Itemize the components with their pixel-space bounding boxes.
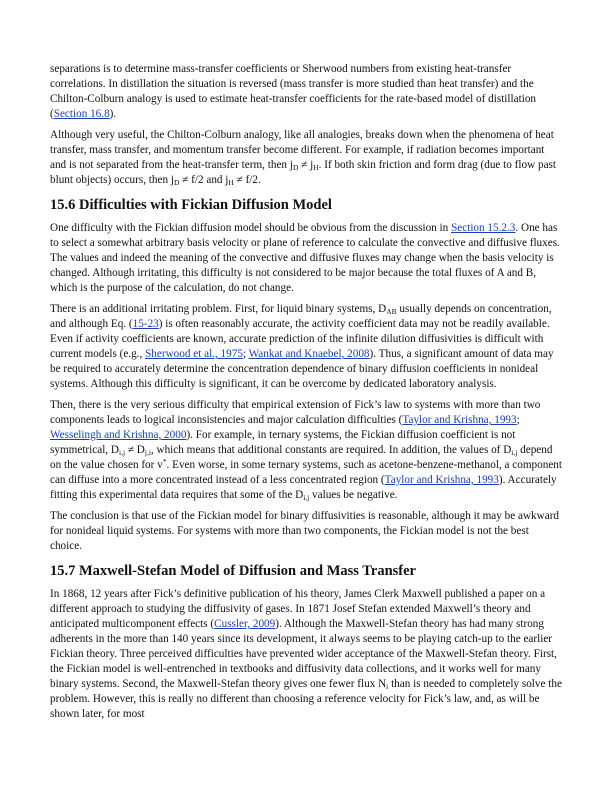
link-taylor-krishna-1993[interactable]: Taylor and Krishna, 1993 bbox=[402, 414, 517, 426]
text: depend on the value chosen for v bbox=[50, 444, 553, 471]
subscript: i bbox=[386, 682, 389, 691]
paragraph-multicomponent bbox=[50, 398, 562, 503]
paragraph-basis-velocity bbox=[50, 221, 562, 296]
subscript: H bbox=[228, 178, 234, 187]
text: ≠ f/2 and j bbox=[179, 174, 229, 186]
text: ). Although the Maxwell-Stefan theory has had many strong adherents in the more than 140 years since its development, it always seems to be playing catch-up to the earlier Fickian theory. Three perceived difficulties have prevented wider acceptance of the Maxwell-Stefan theory. First, the Fickian model is well-entrenched in textbooks and diffusivity data collections, and it works well for many binary systems. Second, the Maxwell-Stefan theory gives one fewer flux N bbox=[50, 618, 557, 690]
section-heading-15-7: 15.7 Maxwell-Stefan Model of Diffusion and Mass Transfer bbox=[50, 563, 416, 579]
subscript: i,j bbox=[303, 493, 310, 502]
document-body bbox=[50, 62, 562, 728]
subscript: j,i bbox=[144, 448, 151, 457]
subscript: i,j bbox=[511, 448, 518, 457]
text: than is needed to completely solve the problem. However, this is really no different than choosing a reference velocity for Fick’s law, and, as will be shown later, for most bbox=[50, 678, 562, 720]
text: ≠ D bbox=[125, 444, 145, 456]
paragraph-maxwell-stefan-history bbox=[50, 587, 562, 722]
text: One difficulty with the Fickian diffusion model should be obvious from the discussion in bbox=[50, 222, 452, 234]
text: The conclusion is that use of the Fickian model for binary diffusivities is reasonable, although it may be awkward for nonideal liquid systems. For systems with more than two components, the Fickian model is not the best choice. bbox=[50, 510, 560, 552]
text: separations is to determine mass-transfer coefficients or Sherwood numbers from existing heat-transfer correlations. In distillation the situation is reversed (mass transfer is more studied than heat transfer) and the Chilton-Colburn analogy is used to estimate heat-transfer coefficients for the rate-based model of distillation ( bbox=[50, 63, 537, 120]
text: . One has to select a somewhat arbitrary basis velocity or plane of reference to calculate the convective and diffusive fluxes. The values and indeed the meaning of the convective and diffusive fluxes may change when the basis velocity is changed. Although irritating, this difficulty is not considered to be major because the total fluxes of A and B, which is the purpose of the calculation, do not change. bbox=[50, 222, 560, 294]
text: values be negative. bbox=[309, 489, 398, 501]
link-section-16-8[interactable]: Section 16.8 bbox=[53, 108, 110, 120]
link-eq-15-23[interactable]: 15-23 bbox=[132, 318, 159, 330]
link-sherwood-1975[interactable]: Sherwood et al., 1975 bbox=[145, 348, 243, 360]
text: , which means that additional constants are required. In addition, the values of D bbox=[150, 444, 512, 456]
link-taylor-krishna-1993-b[interactable]: Taylor and Krishna, 1993 bbox=[384, 474, 499, 486]
text: . Even worse, in some ternary systems, such as acetone-benzene-methanol, a component can diffuse into a more concentrated instead of a less concentrated region ( bbox=[50, 459, 562, 486]
paragraph-analogy-breakdown bbox=[50, 128, 562, 188]
text: ). Accurately fitting this experimental data requires that some of the D bbox=[50, 474, 557, 501]
subscript: i,j bbox=[118, 448, 126, 457]
superscript: * bbox=[162, 457, 167, 466]
subscript: H bbox=[313, 163, 319, 172]
text: ; bbox=[242, 348, 249, 360]
text: ≠ j bbox=[298, 159, 314, 171]
text: . If both skin friction and form drag (due to flow past blunt objects) occurs, then j bbox=[50, 159, 556, 186]
text: ; bbox=[516, 414, 520, 426]
link-wesselingh-krishna-2000[interactable]: Wesselingh and Krishna, 2000 bbox=[50, 429, 187, 441]
paragraph-liquid-binary bbox=[50, 302, 562, 392]
text: ). Thus, a significant amount of data may be required to accurately determine the concentration dependence of binary diffusion coefficients in nonideal systems. Although this difficulty is significant, it can be overcome by dedicated laboratory analysis. bbox=[50, 348, 554, 390]
text: ≠ f/2. bbox=[233, 174, 261, 186]
text: ). For example, in ternary systems, the Fickian diffusion coefficient is not symmetrical, D bbox=[50, 429, 516, 456]
subscript: D bbox=[173, 178, 180, 187]
link-wankat-knaebel-2008[interactable]: Wankat and Knaebel, 2008 bbox=[248, 348, 370, 360]
paragraph-heat-mass-analogy bbox=[50, 62, 562, 122]
link-cussler-2009[interactable]: Cussler, 2009 bbox=[214, 618, 276, 630]
text: ). bbox=[109, 108, 117, 120]
link-section-15-2-3[interactable]: Section 15.2.3 bbox=[451, 222, 516, 234]
subscript: D bbox=[292, 163, 299, 172]
text: Then, there is the very serious difficulty that empirical extension of Fick’s law to systems with more than two components leads to logical inconsistencies and major calculation difficulties ( bbox=[50, 399, 541, 426]
text: In 1868, 12 years after Fick’s definitive publication of his theory, James Clerk Maxwell published a paper on a different approach to studying the diffusivity of gases. In 1871 Josef Stefan extended Maxwell’s theory and anticipated multicomponent effects ( bbox=[50, 588, 546, 630]
section-heading-15-6: 15.6 Difficulties with Fickian Diffusion Model bbox=[50, 197, 332, 213]
text: ) is often reasonably accurate, the activity coefficient data may not be readily available. Even if activity coefficients are known, accurate prediction of the infinite dilution diffusivities is difficult with current models (e.g., bbox=[50, 318, 550, 360]
subscript: AB bbox=[386, 307, 397, 316]
paragraph-conclusion bbox=[50, 509, 562, 554]
text: Although very useful, the Chilton-Colburn analogy, like all analogies, breaks down when the phenomena of heat transfer, mass transfer, and momentum transfer become different. For example, if radiation becomes important and is not separated from the heat-transfer term, then j bbox=[50, 129, 554, 171]
text: There is an additional irritating problem. First, for liquid binary systems, D bbox=[50, 303, 387, 315]
text: usually depends on concentration, and although Eq. ( bbox=[50, 303, 552, 330]
